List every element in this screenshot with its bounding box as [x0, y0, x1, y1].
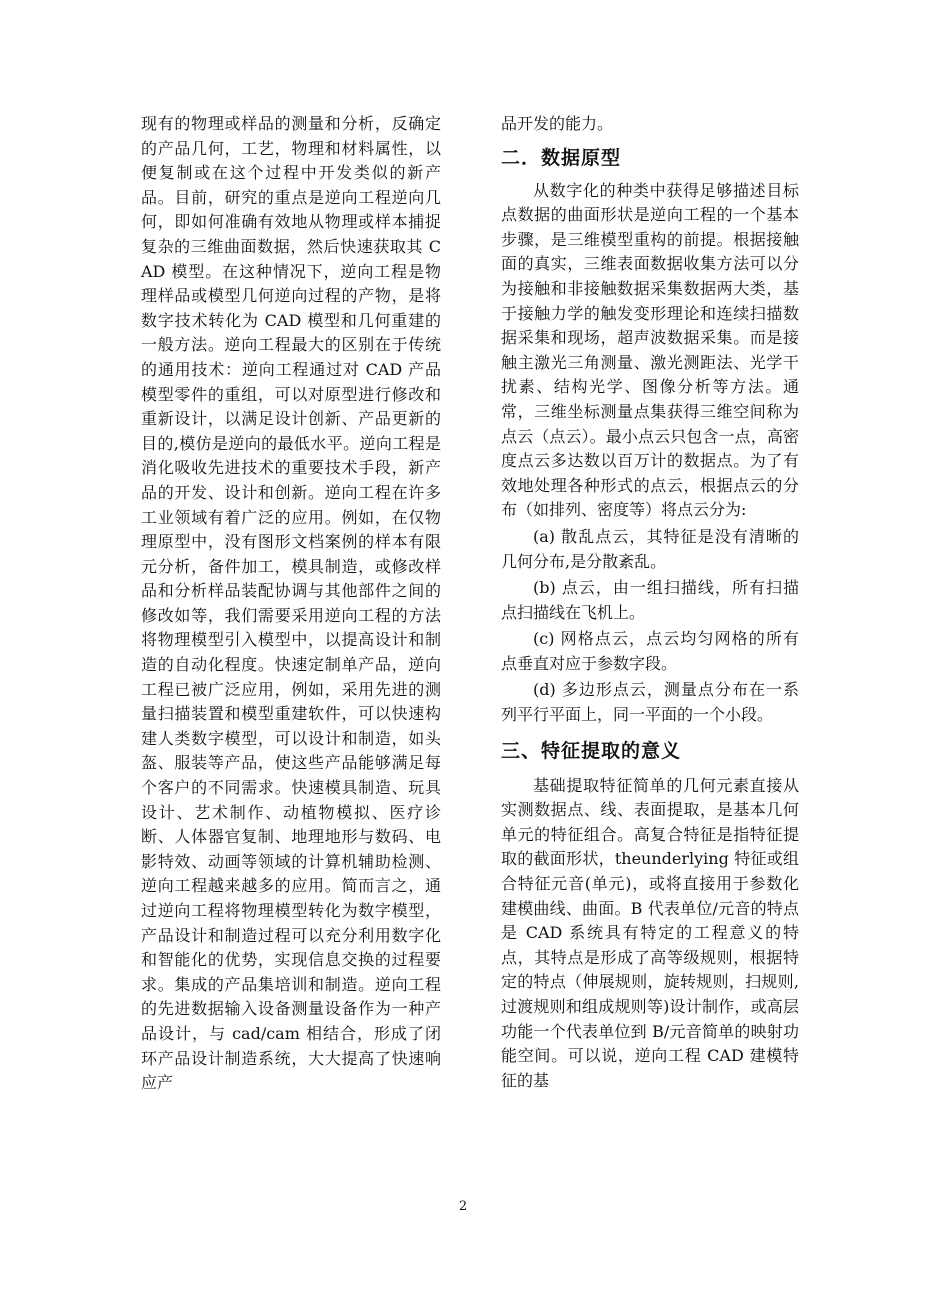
section-paragraph: 基础提取特征简单的几何元素直接从实测数据点、线、表面提取，是基本几何单元的特征组合。高复合特征是指特征提取的截面形状，theunderlying 特征或组合特征元音(单元)，或将直接用于参数化建模曲线、曲面。B 代表单位/元音的特点是 CAD 系统具有特定的工程意义的特点，其特点是形成了高等级规则，根据特定的特点（伸展规则，旋转规则，扫规则,过渡规则和组成规则等)设计制作，或高层功能一个代表单位到 B/元音简单的映射功能空间。可以说，逆向工程 CAD 建模特征的基: [501, 775, 799, 1090]
list-item: (b) 点云，由一组扫描线，所有扫描点扫描线在飞机上。: [501, 578, 799, 622]
section-paragraph: 从数字化的种类中获得足够描述目标点数据的曲面形状是逆向工程的一个基本步骤，是三维模型重构的前提。根据接触面的真实，三维表面数据收集方法可以分为接触和非接触数据采集数据两大类，基于接触力学的触发变形理论和连续扫描数据采集和现场，超声波数据采集。而是接触主激光三角测量、激光测距法、光学干扰素、结构光学、图像分析等方法。通常，三维坐标测量点集获得三维空间称为点云（点云）。最小点云只包含一点，高密度点云多达数以百万计的数据点。为了有效地处理各种形式的点云，根据点云的分布（如排列、密度等）将点云分为:: [501, 180, 799, 520]
list-item: (c) 网格点云，点云均匀网格的所有点垂直对应于参数字段。: [501, 629, 799, 673]
body-paragraph: 现有的物理或样品的测量和分析，反确定的产品几何，工艺，物理和材料属性，以便复制或在这个过程中开发类似的新产品。目前，研究的重点是逆向工程逆向几何，即如何准确有效地从物理或样本捕捉复杂的三维曲面数据，然后快速获取其 CAD 模型。在这种情况下，逆向工程是物理样品或模型几何逆向过程的产物，是将数字技术转化为 CAD 模型和几何重建的一般方法。逆向工程最大的区别在于传统的通用技术：逆向工程通过对 CAD 产品模型零件的重组，可以对原型进行修改和重新设计，以满足设计创新、产品更新的目的,模仿是逆向的最低水平。逆向工程是消化吸收先进技术的重要技术手段，新产品的开发、设计和创新。逆向工程在许多工业领域有着广泛的应用。例如，在仅物理原型中，没有图形文档案例的样本有限元分析，备件加工，模具制造，或修改样品和分析样品装配协调与其他部件之间的修改如等，我们需要采用逆向工程的方法将物理模型引入模型中，以提高设计和制造的自动化程度。快速定制单产品，逆向工程已被广泛应用，例如，采用先进的测量扫描装置和模型重建软件，可以快速构建人类数字模型，可以设计和制造，如头盔、服装等产品，使这些产品能够满足每个客户的不同需求。快速模具制造、玩具设计、艺术制作、动植物模拟、医疗诊断、人体器官复制、地理地形与数码、电影特效、动画等领域的计算机辅助检测、逆向工程越来越多的应用。简而言之，通过逆向工程将物理模型转化为数字模型，产品设计和制造过程可以充分利用数字化和智能化的优势，实现信息交换的过程要求。集成的产品集培训和制造。逆向工程的先进数据输入设备测量设备作为一种产品设计，与 cad/cam 相结合，形成了闭环产品设计制造系统，大大提高了快速响应产: [141, 114, 441, 1093]
page-number: 2: [458, 1199, 468, 1214]
list-item: (a) 散乱点云，其特征是没有清晰的几何分布,是分散紊乱。: [501, 526, 799, 571]
section-heading-data-prototype: 二．数据原型: [501, 146, 622, 169]
right-column: [501, 112, 799, 1093]
continuation-text: 品开发的能力。: [501, 114, 614, 133]
left-column: [141, 112, 441, 1096]
list-item: (d) 多边形点云，测量点分布在一系列平行平面上，同一平面的一个小段。: [501, 680, 799, 725]
section-heading-feature-extraction: 三、特征提取的意义: [501, 739, 682, 762]
